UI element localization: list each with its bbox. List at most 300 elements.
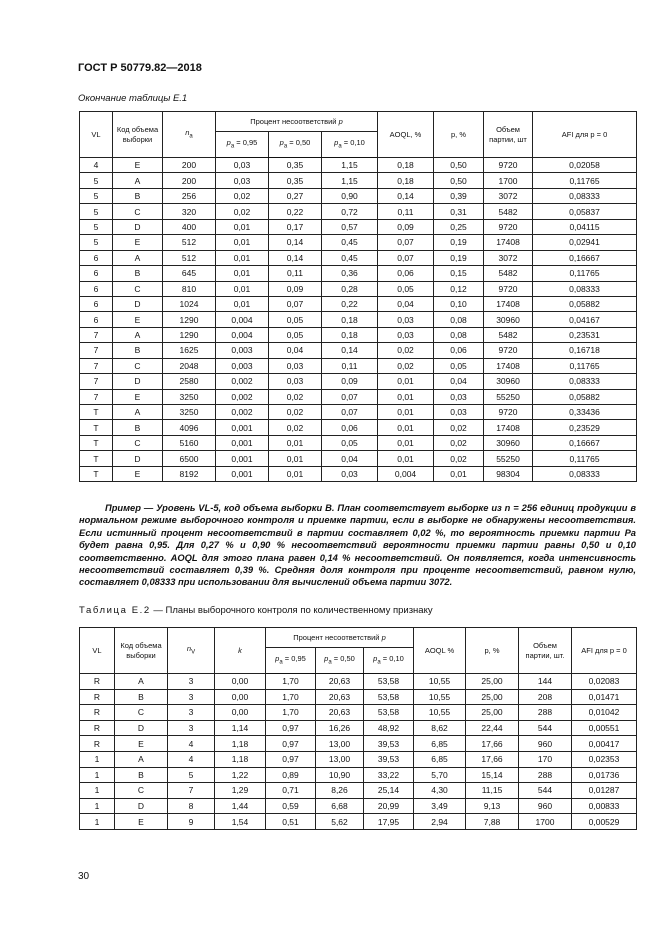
table-row — [80, 751, 637, 767]
table-cell: 0,02 — [269, 420, 322, 435]
header-pct-group — [216, 112, 378, 132]
example-text: Пример — Уровень VL-5, код объема выборки B. План соответствует выборке из n = 256 единиц продукции в нормальном режиме выборочного контроля и приемке партии, если в выборке не обнаружены несоответствия. Если истинный процент несоответствий в партии составляет 0,02 %, то вероятность приемки партии Pa будет равна 0,95. Для 0,27 % и 0,90 % несоответствий вероятности приемки партии равны 0,50 и 0,10 соответственно. AOQL для этого плана равен 0,14 % несоответствий. Он появляется, когда интенсивность несоответствий составляет 0,39 %. Средняя доля контроля при проценте несоответствий, равном нулю, составляет 0,08333 при использовании для вычислений объема партии 3072. — [79, 503, 636, 588]
table-row — [80, 705, 637, 721]
table-cell: 0,002 — [216, 389, 269, 404]
table-cell: 1,18 — [215, 751, 266, 767]
header-aoql: AOQL, % — [378, 112, 434, 158]
table-cell: 20,63 — [316, 705, 364, 721]
table-cell: 25,14 — [364, 783, 414, 799]
table-cell: 9720 — [484, 405, 533, 420]
table-cell: 0,004 — [216, 312, 269, 327]
table-cell: 1,15 — [322, 173, 378, 188]
table-cell: 0,16667 — [533, 435, 637, 450]
table-cell: 0,97 — [266, 736, 316, 752]
table-cell: 9 — [168, 814, 215, 830]
table-cell: B — [113, 188, 163, 203]
table-cell: 5482 — [484, 266, 533, 281]
table-cell: 1700 — [484, 173, 533, 188]
table-cell: 0,22 — [322, 296, 378, 311]
table-row — [80, 173, 637, 188]
table-cell: C — [113, 435, 163, 450]
header-pct-symbol: p — [338, 116, 343, 126]
table-cell: 8,26 — [316, 783, 364, 799]
table-cell: 0,89 — [266, 767, 316, 783]
table-cell: E — [113, 235, 163, 250]
table-cell: 0,35 — [269, 173, 322, 188]
table-cell: 6,85 — [414, 751, 466, 767]
table-cell: 10,55 — [414, 674, 466, 690]
table-cell: 0,01 — [378, 374, 434, 389]
table-cell: 3 — [168, 705, 215, 721]
header-afi: AFI для p = 0 — [572, 628, 637, 674]
table-cell: 0,18 — [322, 312, 378, 327]
table-cell: 0,02 — [434, 420, 484, 435]
table-cell: 0,18 — [322, 327, 378, 342]
table-cell: A — [115, 751, 168, 767]
table-cell: 55250 — [484, 389, 533, 404]
table-cell: 0,31 — [434, 204, 484, 219]
table-cell: 0,01 — [378, 405, 434, 420]
table-cell: 48,92 — [364, 720, 414, 736]
table-cell: T — [80, 451, 113, 466]
table-cell: 9,13 — [466, 798, 519, 814]
table-cell: 0,05 — [269, 327, 322, 342]
table-cell: 0,07 — [269, 296, 322, 311]
table-cell: 0,28 — [322, 281, 378, 296]
table-cell: 11,15 — [466, 783, 519, 799]
table-cell: 0,07 — [378, 235, 434, 250]
table-cell: 0,19 — [434, 250, 484, 265]
table-cell: D — [113, 296, 163, 311]
table2-caption — [79, 605, 433, 616]
table-cell: 2,94 — [414, 814, 466, 830]
table-cell: 7 — [80, 358, 113, 373]
table-cell: 0,25 — [434, 219, 484, 234]
header-code: Код объема выборки — [113, 112, 163, 158]
table-cell: 1,70 — [266, 705, 316, 721]
table-row — [80, 296, 637, 311]
table-cell: 0,01736 — [572, 767, 637, 783]
table-cell: 7 — [168, 783, 215, 799]
table-cell: 0,01 — [269, 435, 322, 450]
table-cell: 0,001 — [216, 420, 269, 435]
table-cell: 645 — [163, 266, 216, 281]
table-cell: 288 — [519, 767, 572, 783]
table-cell: 320 — [163, 204, 216, 219]
table-cell: 0,03 — [434, 389, 484, 404]
table-cell: 33,22 — [364, 767, 414, 783]
table-cell: 9720 — [484, 343, 533, 358]
table-cell: T — [80, 435, 113, 450]
table-cell: 0,01 — [216, 296, 269, 311]
table-cell: 0,05882 — [533, 389, 637, 404]
table-cell: R — [80, 674, 115, 690]
table-cell: 4 — [80, 158, 113, 173]
table-cell: 5 — [80, 235, 113, 250]
table-row — [80, 466, 637, 481]
table-cell: R — [80, 720, 115, 736]
table-cell: 6500 — [163, 451, 216, 466]
page-number: 30 — [78, 871, 90, 882]
table-cell: 0,23529 — [533, 420, 637, 435]
header-n — [163, 112, 216, 158]
table-row — [80, 374, 637, 389]
table-cell: 10,55 — [414, 705, 466, 721]
table-cell: 0,02 — [434, 435, 484, 450]
table-cell: 0,01 — [216, 266, 269, 281]
table-cell: 0,05882 — [533, 296, 637, 311]
table1-caption: Окончание таблицы Е.1 — [78, 93, 188, 104]
table-cell: 0,45 — [322, 235, 378, 250]
table-cell: 0,14 — [322, 343, 378, 358]
table-cell: 0,09 — [269, 281, 322, 296]
table-cell: E — [115, 736, 168, 752]
table-cell: 39,53 — [364, 736, 414, 752]
table-cell: 0,23531 — [533, 327, 637, 342]
table-cell: 4,30 — [414, 783, 466, 799]
table-cell: 0,03 — [322, 466, 378, 481]
header-k: k — [215, 628, 266, 674]
table-cell: C — [113, 204, 163, 219]
table-cell: 0,01287 — [572, 783, 637, 799]
header-nv: $n_V$ — [168, 628, 215, 674]
table-cell: D — [115, 798, 168, 814]
table-cell: E — [113, 389, 163, 404]
table-cell: 1024 — [163, 296, 216, 311]
table-cell: 0,11 — [322, 358, 378, 373]
table-cell: 3072 — [484, 250, 533, 265]
table-cell: 810 — [163, 281, 216, 296]
table-cell: 15,14 — [466, 767, 519, 783]
table-cell: 25,00 — [466, 705, 519, 721]
table-cell: 0,001 — [216, 435, 269, 450]
table-cell: 6,68 — [316, 798, 364, 814]
table-cell: 0,16667 — [533, 250, 637, 265]
header-code: Код объема выборки — [115, 628, 168, 674]
table2 — [79, 627, 637, 830]
table-cell: 5 — [80, 219, 113, 234]
table-cell: C — [113, 281, 163, 296]
table-cell: 6 — [80, 281, 113, 296]
table-row — [80, 674, 637, 690]
table-cell: 0,11765 — [533, 451, 637, 466]
table-cell: 0,14 — [378, 188, 434, 203]
table-cell: 9720 — [484, 219, 533, 234]
table-cell: 0,03 — [216, 173, 269, 188]
table-cell: 0,02 — [216, 204, 269, 219]
table-cell: 0,08333 — [533, 466, 637, 481]
table-cell: 5,62 — [316, 814, 364, 830]
table-cell: 0,00833 — [572, 798, 637, 814]
table-cell: 30960 — [484, 435, 533, 450]
table-cell: A — [113, 250, 163, 265]
table-cell: 5 — [80, 173, 113, 188]
table-cell: 0,50 — [434, 173, 484, 188]
table-cell: C — [115, 783, 168, 799]
table-cell: 1 — [80, 767, 115, 783]
header-pct-label: Процент несоответствий — [250, 116, 337, 126]
table-cell: 6 — [80, 266, 113, 281]
table-cell: 4 — [168, 736, 215, 752]
table-cell: 0,33436 — [533, 405, 637, 420]
table-cell: A — [113, 327, 163, 342]
table-cell: 544 — [519, 720, 572, 736]
table-cell: 0,07 — [378, 250, 434, 265]
table-cell: 0,59 — [266, 798, 316, 814]
table-cell: 0,02 — [269, 389, 322, 404]
header-pa095: $p_a = 0,95$ — [216, 132, 269, 158]
table-cell: 6 — [80, 250, 113, 265]
table-cell: 0,22 — [269, 204, 322, 219]
table-cell: C — [113, 358, 163, 373]
table-cell: 5 — [80, 188, 113, 203]
table-cell: 0,57 — [322, 219, 378, 234]
table-cell: 3250 — [163, 389, 216, 404]
table-row — [80, 689, 637, 705]
table-cell: 0,05 — [378, 281, 434, 296]
table-row — [80, 389, 637, 404]
header-pr: p, % — [466, 628, 519, 674]
table-cell: 0,003 — [216, 343, 269, 358]
table-cell: 0,003 — [216, 358, 269, 373]
table-cell: 0,02 — [216, 188, 269, 203]
table-cell: 5 — [168, 767, 215, 783]
table-cell: 2580 — [163, 374, 216, 389]
table-cell: R — [80, 736, 115, 752]
table-row — [80, 814, 637, 830]
table-cell: 0,14 — [269, 235, 322, 250]
header-vl: VL — [80, 112, 113, 158]
table-row — [80, 235, 637, 250]
table-cell: 0,50 — [434, 158, 484, 173]
table-cell: 2048 — [163, 358, 216, 373]
table-cell: E — [113, 466, 163, 481]
table-cell: 0,01 — [434, 466, 484, 481]
table-cell: 0,01 — [378, 435, 434, 450]
header-pr: p, % — [434, 112, 484, 158]
table-row — [80, 435, 637, 450]
table-cell: 8,62 — [414, 720, 466, 736]
table-cell: 17408 — [484, 296, 533, 311]
table-cell: D — [115, 720, 168, 736]
table-row — [80, 420, 637, 435]
table-cell: B — [113, 266, 163, 281]
table-cell: 3 — [168, 674, 215, 690]
header-afi: AFI для p = 0 — [533, 112, 637, 158]
table-cell: B — [113, 343, 163, 358]
table-cell: 1 — [80, 798, 115, 814]
table-cell: 25,00 — [466, 689, 519, 705]
table-cell: 30960 — [484, 374, 533, 389]
table-cell: 1,22 — [215, 767, 266, 783]
table-cell: 0,00 — [215, 674, 266, 690]
table-cell: 0,00 — [215, 705, 266, 721]
table-cell: 0,02 — [378, 358, 434, 373]
table-cell: R — [80, 689, 115, 705]
table-cell: 208 — [519, 689, 572, 705]
example-paragraph — [79, 502, 636, 589]
table-cell: 0,02941 — [533, 235, 637, 250]
table-row — [80, 219, 637, 234]
table-row — [80, 281, 637, 296]
table-cell: 0,01 — [269, 451, 322, 466]
table-cell: 7 — [80, 327, 113, 342]
table-row — [80, 266, 637, 281]
table-cell: 3 — [168, 720, 215, 736]
table-row — [80, 312, 637, 327]
table-cell: 3072 — [484, 188, 533, 203]
table-cell: 0,12 — [434, 281, 484, 296]
table-cell: 400 — [163, 219, 216, 234]
table-cell: 0,11765 — [533, 266, 637, 281]
table-cell: 1,29 — [215, 783, 266, 799]
table-cell: 0,00417 — [572, 736, 637, 752]
header-pct-group: Процент несоответствий p — [266, 628, 414, 648]
table-cell: 0,002 — [216, 374, 269, 389]
table-cell: T — [80, 466, 113, 481]
table-cell: 0,72 — [322, 204, 378, 219]
table-cell: 0,02 — [378, 343, 434, 358]
table2-body — [80, 674, 637, 830]
table-cell: 3250 — [163, 405, 216, 420]
table-cell: 3 — [168, 689, 215, 705]
header-n-subscript: a — [189, 133, 193, 140]
table-cell: 22,44 — [466, 720, 519, 736]
table-cell: 39,53 — [364, 751, 414, 767]
table-cell: 4096 — [163, 420, 216, 435]
table-cell: 6,85 — [414, 736, 466, 752]
table-cell: 5482 — [484, 204, 533, 219]
table-row — [80, 783, 637, 799]
table-row — [80, 250, 637, 265]
table-cell: 0,01 — [378, 451, 434, 466]
table-cell: 0,01 — [216, 235, 269, 250]
table-cell: 1,14 — [215, 720, 266, 736]
table-cell: 53,58 — [364, 705, 414, 721]
table-cell: A — [115, 674, 168, 690]
table-row — [80, 327, 637, 342]
table-cell: 0,18 — [378, 158, 434, 173]
table-cell: 0,07 — [322, 405, 378, 420]
table-cell: 1700 — [519, 814, 572, 830]
table-cell: 0,10 — [434, 296, 484, 311]
header-lot-size: Объем партии, шт. — [519, 628, 572, 674]
table-cell: 0,02083 — [572, 674, 637, 690]
header-aoql: AOQL % — [414, 628, 466, 674]
table-cell: R — [80, 705, 115, 721]
table-row — [80, 798, 637, 814]
table-cell: 0,16718 — [533, 343, 637, 358]
table-cell: 16,26 — [316, 720, 364, 736]
table-row — [80, 343, 637, 358]
table-cell: 0,001 — [216, 451, 269, 466]
table-cell: 7,88 — [466, 814, 519, 830]
table-cell: 0,04167 — [533, 312, 637, 327]
table-cell: 0,01471 — [572, 689, 637, 705]
table-cell: 544 — [519, 783, 572, 799]
table-cell: 0,06 — [434, 343, 484, 358]
table-cell: E — [113, 158, 163, 173]
table-cell: 0,06 — [322, 420, 378, 435]
table2-caption-label: Таблица Е.2 — [79, 605, 151, 616]
table-cell: 0,08333 — [533, 188, 637, 203]
table-cell: 0,05837 — [533, 204, 637, 219]
table-cell: D — [113, 451, 163, 466]
table-cell: 0,04 — [269, 343, 322, 358]
table-cell: D — [113, 219, 163, 234]
header-pa095: $p_a = 0,95$ — [266, 648, 316, 674]
table-cell: D — [113, 374, 163, 389]
table-cell: 0,02 — [269, 405, 322, 420]
table-cell: 0,04 — [322, 451, 378, 466]
table-cell: 0,01 — [269, 466, 322, 481]
table-cell: 0,03 — [216, 158, 269, 173]
table-cell: 0,06 — [378, 266, 434, 281]
table-cell: 20,63 — [316, 674, 364, 690]
table-cell: E — [115, 814, 168, 830]
table-cell: 17408 — [484, 358, 533, 373]
header-lot-size: Объем партии, шт — [484, 112, 533, 158]
table-cell: 5 — [80, 204, 113, 219]
table-cell: B — [115, 767, 168, 783]
table-cell: 3,49 — [414, 798, 466, 814]
table-cell: 8192 — [163, 466, 216, 481]
table-cell: 0,09 — [378, 219, 434, 234]
table-cell: 1,15 — [322, 158, 378, 173]
table-cell: 0,11 — [378, 204, 434, 219]
table-cell: 0,11 — [269, 266, 322, 281]
table-cell: A — [113, 405, 163, 420]
table-cell: 6 — [80, 312, 113, 327]
table-cell: 0,11765 — [533, 173, 637, 188]
table-cell: 0,08333 — [533, 281, 637, 296]
table-cell: 1,70 — [266, 689, 316, 705]
table-cell: 13,00 — [316, 751, 364, 767]
table-cell: 9720 — [484, 158, 533, 173]
table-cell: 0,00529 — [572, 814, 637, 830]
table-cell: 0,08333 — [533, 374, 637, 389]
table-cell: 200 — [163, 158, 216, 173]
table1 — [79, 111, 637, 482]
table-cell: 53,58 — [364, 674, 414, 690]
table-cell: 0,02058 — [533, 158, 637, 173]
table-cell: 0,002 — [216, 405, 269, 420]
table-cell: B — [113, 420, 163, 435]
table-cell: 170 — [519, 751, 572, 767]
table-cell: 0,39 — [434, 188, 484, 203]
table-cell: 0,19 — [434, 235, 484, 250]
table-cell: 0,02 — [434, 451, 484, 466]
table-cell: 5482 — [484, 327, 533, 342]
table2-caption-text: — Планы выборочного контроля по количественному признаку — [150, 605, 433, 616]
table-cell: 0,03 — [378, 327, 434, 342]
table-row — [80, 405, 637, 420]
table-cell: 1,70 — [266, 674, 316, 690]
table-row — [80, 720, 637, 736]
table-cell: 512 — [163, 250, 216, 265]
table-cell: 1 — [80, 814, 115, 830]
table-cell: 0,02353 — [572, 751, 637, 767]
header-pa010: $p_a = 0,10$ — [364, 648, 414, 674]
table-cell: 0,97 — [266, 751, 316, 767]
table-cell: 1290 — [163, 312, 216, 327]
table-cell: 960 — [519, 736, 572, 752]
table-cell: 0,97 — [266, 720, 316, 736]
table-row — [80, 358, 637, 373]
table-cell: 0,08 — [434, 327, 484, 342]
table-cell: 288 — [519, 705, 572, 721]
table-cell: 1290 — [163, 327, 216, 342]
